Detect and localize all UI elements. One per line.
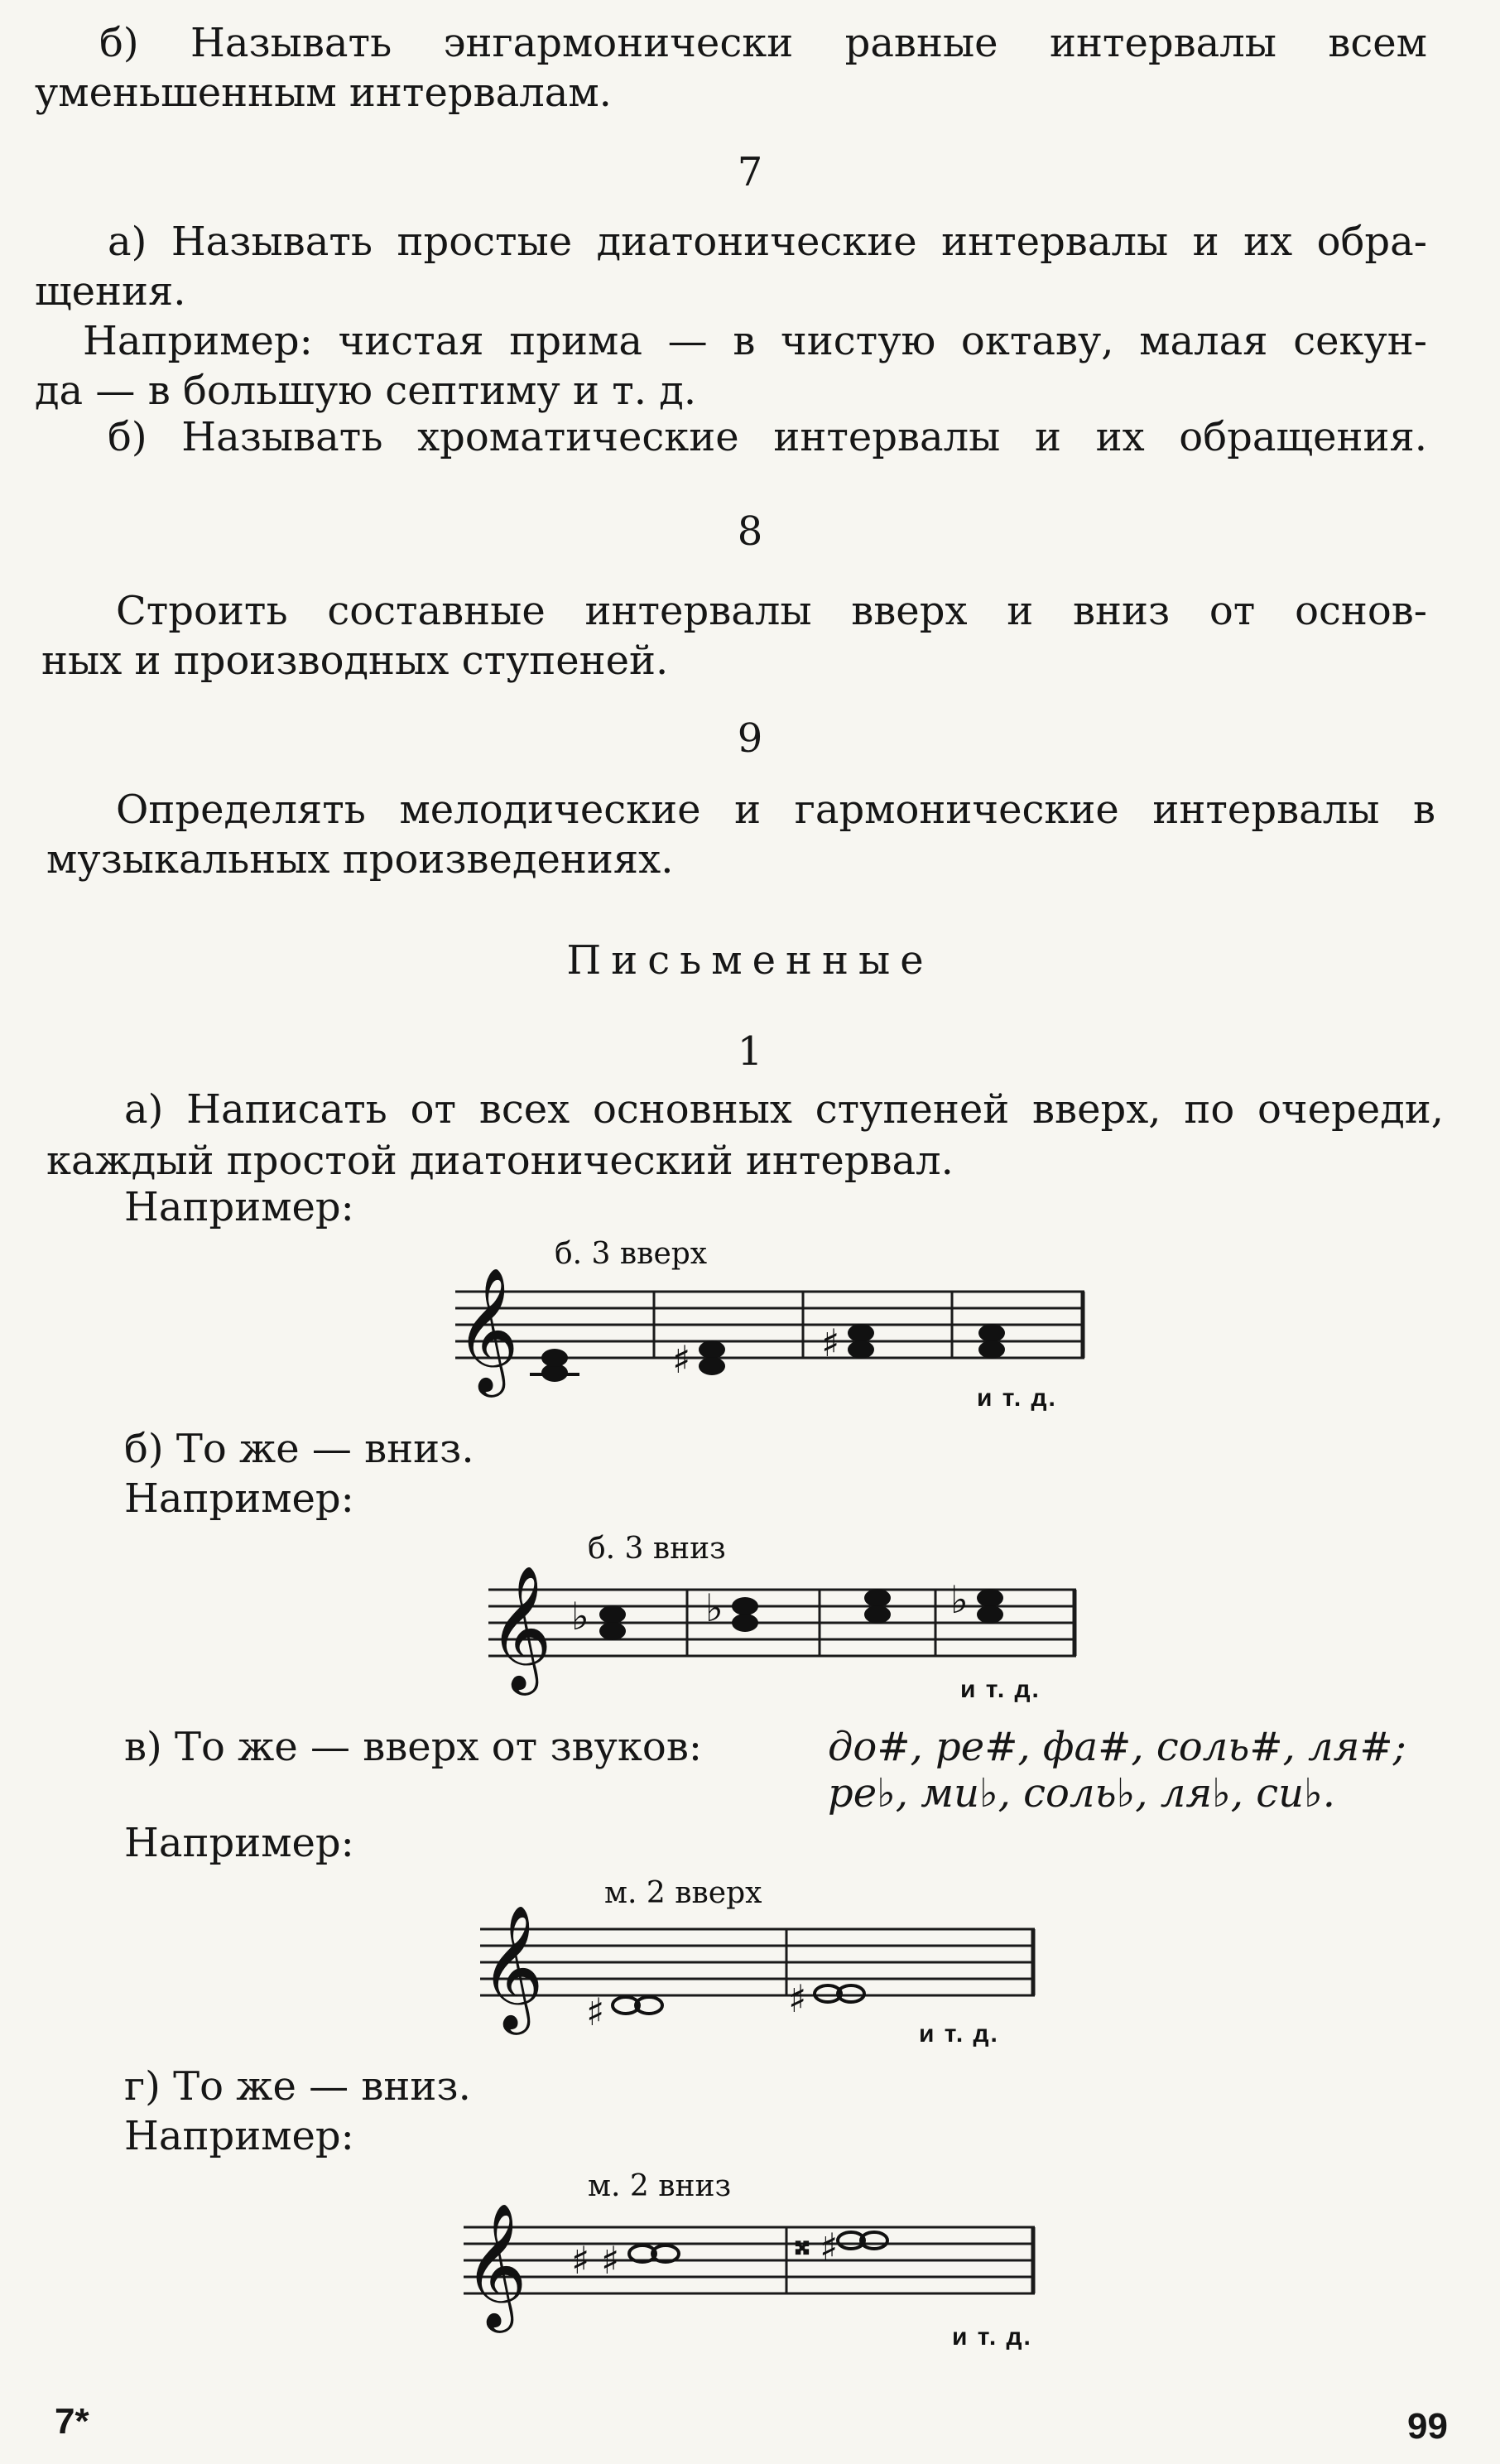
sharp-icon: ♯ bbox=[601, 2238, 620, 2283]
page-number: 99 bbox=[1407, 2406, 1448, 2447]
sharp-icon: ♯ bbox=[821, 1321, 840, 1365]
paragraph-7a-line1: а) Называть простые диатонические интервалы и их обра- bbox=[108, 219, 1427, 265]
example-4-caption: м. 2 вниз bbox=[588, 2169, 732, 2203]
music-example-major-third-down bbox=[480, 1515, 1109, 1709]
paragraph-8-line2: ных и производных ступеней. bbox=[41, 638, 669, 684]
sharp-icon: ♯ bbox=[672, 1337, 691, 1382]
sharp-icon: ♯ bbox=[586, 1990, 605, 2034]
treble-clef-icon: 𝄞 bbox=[480, 1903, 544, 2029]
section-number-7: 7 bbox=[737, 149, 763, 195]
paragraph-7a-line3: Например: чистая прима — в чистую октаву, малая секун- bbox=[83, 318, 1427, 364]
example-2-etc: и т. д. bbox=[960, 1676, 1041, 1703]
paragraph-1a-line1: а) Написать от всех основных ступеней вверх, по очереди, bbox=[124, 1086, 1444, 1133]
sharp-icon: ♯ bbox=[788, 1976, 807, 2021]
double-sharp-icon: 𝄪 bbox=[795, 2224, 810, 2262]
paragraph-1g: г) То же — вниз. bbox=[124, 2063, 471, 2110]
paragraph-1b: б) То же — вниз. bbox=[124, 1426, 474, 1472]
example-label-3: Например: bbox=[124, 1820, 354, 1866]
flat-icon: ♭ bbox=[950, 1577, 969, 1622]
paragraph-7b: б) Называть хроматические интервалы и их обращения. bbox=[108, 414, 1427, 460]
example-label-1: Например: bbox=[124, 1184, 354, 1230]
treble-clef-icon: 𝄞 bbox=[488, 1564, 552, 1690]
music-example-minor-second-up bbox=[472, 1863, 1068, 2065]
signature-mark: 7* bbox=[55, 2401, 89, 2442]
music-example-minor-second-down bbox=[455, 2161, 1068, 2363]
paragraph-7a-line2: щения. bbox=[35, 268, 186, 315]
paragraph-1v: в) То же — вверх от звуков: bbox=[124, 1724, 703, 1770]
example-4-etc: и т. д. bbox=[952, 2323, 1032, 2351]
example-2-caption: б. 3 вниз bbox=[588, 1532, 726, 1566]
sharp-icon: ♯ bbox=[820, 2225, 839, 2269]
section-number-1: 1 bbox=[737, 1028, 763, 1075]
example-3-caption: м. 2 вверх bbox=[604, 1876, 762, 1910]
paragraph-6b-line1: б) Называть энгармонически равные интервалы всем bbox=[99, 20, 1427, 66]
paragraph-1a-line2: каждый простой диатонический интервал. bbox=[46, 1138, 954, 1184]
paragraph-8-line1: Строить составные интервалы вверх и вниз от основ- bbox=[116, 588, 1427, 634]
example-label-4: Например: bbox=[124, 2113, 354, 2159]
example-label-2: Например: bbox=[124, 1475, 354, 1522]
notes-flats: ре♭, ми♭, соль♭, ля♭, си♭. bbox=[828, 1770, 1335, 1817]
section-title-written: Письменные bbox=[566, 937, 934, 984]
example-1-caption: б. 3 вверх bbox=[555, 1237, 708, 1271]
section-number-9: 9 bbox=[737, 715, 763, 762]
treble-clef-icon: 𝄞 bbox=[455, 1266, 519, 1392]
paragraph-9-line2: музыкальных произведениях. bbox=[46, 836, 674, 883]
example-3-etc: и т. д. bbox=[919, 2020, 999, 2048]
music-example-major-third-up bbox=[439, 1225, 1118, 1419]
flat-icon: ♭ bbox=[705, 1586, 724, 1630]
paragraph-6b-line2: уменьшенным интервалам. bbox=[35, 70, 612, 116]
example-1-etc: и т. д. bbox=[977, 1384, 1057, 1412]
flat-icon: ♭ bbox=[571, 1594, 589, 1639]
section-number-8: 8 bbox=[737, 508, 763, 555]
sharp-icon: ♯ bbox=[571, 2238, 590, 2283]
paragraph-9-line1: Определять мелодические и гармонические интервалы в bbox=[116, 787, 1435, 833]
notes-sharps: до#, ре#, фа#, соль#, ля#; bbox=[828, 1724, 1406, 1770]
paragraph-7a-line4: да — в большую септиму и т. д. bbox=[35, 368, 697, 414]
treble-clef-icon: 𝄞 bbox=[464, 2202, 527, 2327]
